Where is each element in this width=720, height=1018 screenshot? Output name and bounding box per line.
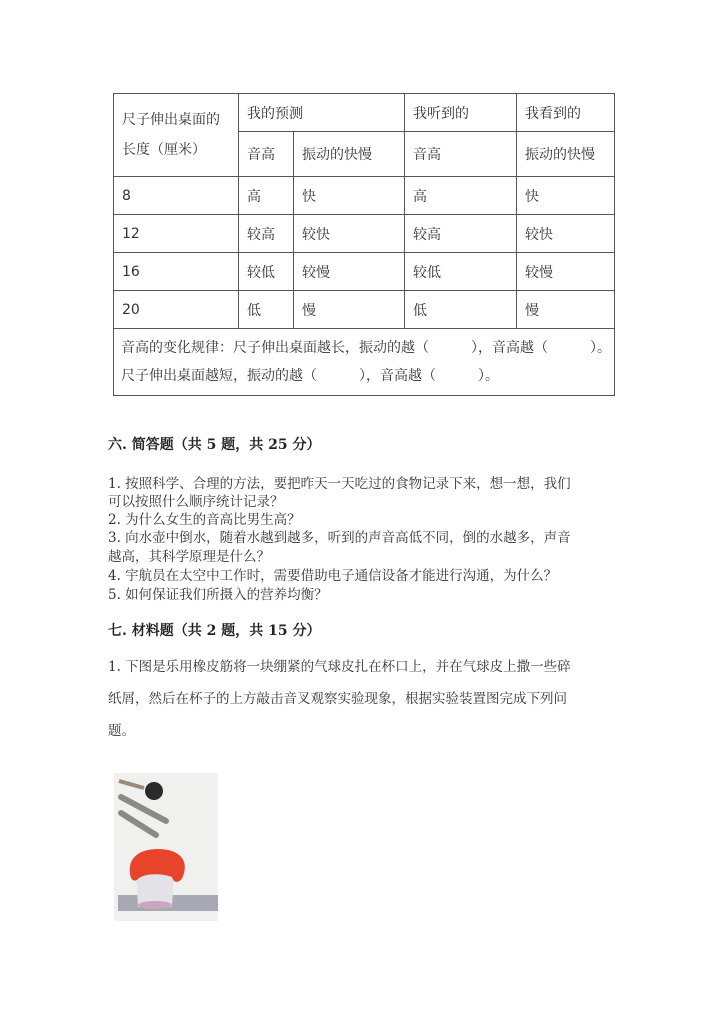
cell-pred-vibration: 快	[294, 177, 405, 215]
cell-heard-pitch: 低	[405, 291, 517, 329]
summary-cell	[114, 329, 615, 396]
cell-seen-vibration: 较慢	[517, 253, 615, 291]
table-row	[114, 253, 615, 291]
table-row	[114, 215, 615, 253]
header-prediction: 我的预测	[239, 94, 405, 132]
material-line: 1. 下图是乐用橡皮筋将一块绷紧的气球皮扎在杯口上，并在气球皮上撒一些碎	[108, 659, 571, 675]
cell-pred-pitch: 较高	[239, 215, 294, 253]
question-line: 1. 按照科学、合理的方法，要把昨天一天吃过的食物记录下来，想一想，我们	[108, 476, 571, 492]
material-line: 题。	[108, 723, 135, 739]
header-seen: 我看到的	[517, 94, 615, 132]
cell-heard-pitch: 较高	[405, 215, 517, 253]
experiment-photo	[114, 773, 218, 921]
question-line: 2. 为什么女生的音高比男生高？	[108, 512, 301, 528]
cell-heard-pitch: 高	[405, 177, 517, 215]
cell-length: 12	[114, 215, 239, 253]
table-row	[114, 177, 615, 215]
material-line: 纸屑，然后在杯子的上方敲击音叉观察实验现象，根据实验装置图完成下列问	[108, 691, 567, 707]
cell-seen-vibration: 较快	[517, 215, 615, 253]
cell-heard-pitch: 较低	[405, 253, 517, 291]
section6-heading: 六. 简答题（共 5 题，共 25 分）	[108, 437, 321, 453]
cell-pred-vibration: 较慢	[294, 253, 405, 291]
cell-length: 16	[114, 253, 239, 291]
question-line: 越高，其科学原理是什么？	[108, 549, 270, 565]
cell-pred-vibration: 较快	[294, 215, 405, 253]
summary-line-2: 尺子伸出桌面越短，振动的越（ ），音高越（ ）。	[121, 368, 499, 384]
summary-line-1: 音高的变化规律：尺子伸出桌面越长，振动的越（ ），音高越（ ）。	[121, 340, 611, 356]
question-line: 4. 宇航员在太空中工作时，需要借助电子通信设备才能进行沟通，为什么？	[108, 568, 558, 584]
header-pred-vibration: 振动的快慢	[294, 132, 405, 177]
header-length-line2: 长度（厘米）	[122, 142, 206, 158]
header-pred-pitch: 音高	[239, 132, 294, 177]
cell-pred-pitch: 低	[239, 291, 294, 329]
question-line: 可以按照什么顺序统计记录？	[108, 494, 284, 510]
cell-seen-vibration: 慢	[517, 291, 615, 329]
header-length-line1: 尺子伸出桌面的	[122, 112, 220, 128]
question-line: 5. 如何保证我们所摄入的营养均衡？	[108, 587, 328, 603]
cell-length: 20	[114, 291, 239, 329]
header-length	[114, 94, 239, 177]
cell-pred-vibration: 慢	[294, 291, 405, 329]
question-line: 3. 向水壶中倒水，随着水越到越多，听到的声音高低不同，倒的水越多，声音	[108, 530, 571, 546]
header-seen-vibration: 振动的快慢	[517, 132, 615, 177]
experiment-table	[113, 93, 615, 396]
cell-length: 8	[114, 177, 239, 215]
cell-pred-pitch: 高	[239, 177, 294, 215]
cell-pred-pitch: 较低	[239, 253, 294, 291]
header-heard: 我听到的	[405, 94, 517, 132]
tuning-fork-balloon-cup-icon	[114, 773, 218, 921]
section7-heading: 七. 材料题（共 2 题，共 15 分）	[108, 623, 321, 639]
cell-seen-vibration: 快	[517, 177, 615, 215]
header-heard-pitch: 音高	[405, 132, 517, 177]
table-row	[114, 291, 615, 329]
